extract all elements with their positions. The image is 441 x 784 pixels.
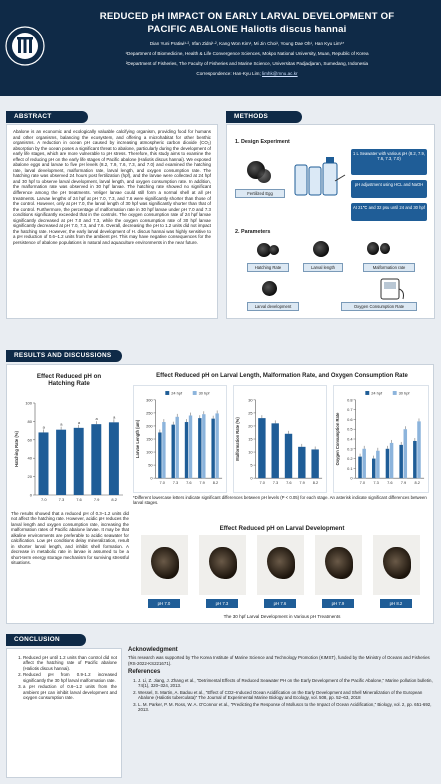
y-tick-label: 0.4: [347, 436, 353, 442]
bar: [175, 417, 178, 478]
legend-swatch: [165, 391, 169, 395]
larva-photo: [373, 535, 420, 595]
data-label: a: [60, 421, 63, 427]
param-oxygen-consumption: Oxygen Consumption Rate: [341, 302, 417, 311]
param-hatching-rate: Hatching Rate: [247, 263, 289, 272]
reference-item: 2. Wessel, S. Martin, A. Badou et al., "Effect of CO2–Induced Ocean Acidification on the Early Development and Shell Mineralization of the European Abalone (Haliotis tuberculata)" The Journal of Experimental Marine Biology and Ecology, vol. 508, pp. 52–63, 2018: [138, 690, 434, 701]
x-tick-label: 8.2: [414, 480, 420, 486]
data-label: a: [77, 419, 81, 425]
legend-label: 30 hpf: [398, 390, 410, 396]
y-tick-label: 25: [248, 410, 253, 416]
y-tick-label: 40: [27, 455, 32, 461]
y-tick-label: 5: [250, 462, 253, 468]
y-tick-label: 20: [248, 423, 253, 429]
y-tick-label: 0.3: [347, 446, 353, 452]
bar: [158, 432, 161, 478]
larva-photo: [141, 535, 188, 595]
legend-swatch: [193, 391, 197, 395]
y-tick-label: 0.2: [347, 456, 353, 462]
bar: [215, 413, 218, 478]
bar: [311, 449, 318, 478]
seawater-ph-box: 1 L Seawater with various pH (8.2, 7.9, 7.6, 7.3, 7.0): [351, 149, 427, 175]
data-label: a: [95, 416, 98, 422]
larva-shape: [383, 547, 411, 579]
egg-image: [257, 169, 271, 183]
affiliation-2: ²Department of Fisheries, The Faculty of Fisheries and Marine Science, Universitas Padjadjaran, Sumedang, Indonesia: [125, 61, 369, 66]
y-axis-label: Malformation Rate (%): [234, 417, 240, 461]
significance-note: *Different lowercase letters indicate significant differences between pH levels (P < 0.05) for each stage. An asterisk indicate significant differences between larval stages.: [133, 495, 427, 506]
x-tick-label: 7.9: [93, 497, 100, 502]
larva-photo: [315, 535, 362, 595]
effects-chart-title: Effect Reduced pH on Larval Length, Malformation Rate, and Oxygen Consumption Rate: [156, 373, 408, 379]
y-tick-label: 300: [146, 397, 153, 403]
x-tick-label: 7.6: [76, 497, 82, 502]
larva-shape: [151, 547, 179, 579]
poster-title: REDUCED pH IMPACT ON EARLY LARVAL DEVELOPMENT OF PACIFIC ABALONE Haliotis discus hannai: [99, 11, 395, 35]
bar: [399, 445, 403, 478]
data-label: a: [42, 424, 45, 430]
x-tick-label: 7.9: [299, 480, 305, 486]
x-tick-label: 7.6: [387, 480, 393, 486]
hatching-chart-title: Effect Reduced pH on Hatching Rate: [36, 373, 102, 387]
y-tick-label: 60: [27, 437, 32, 443]
y-axis-label: Larvae Length (um): [134, 419, 140, 459]
y-tick-label: 20: [27, 474, 32, 480]
larva-shape: [325, 547, 353, 579]
y-tick-label: 50: [148, 462, 153, 468]
reference-item: 1. J. Li, Z. Jiang, J. Zhang et al., "Detrimental Effects of Reduced Seawater PH on the Early Development of the Pacific Abalone," Marine pollution bulletin, 74(1), 320–324, 2013.: [138, 678, 434, 689]
larva-photo: [199, 535, 246, 595]
design-heading: 1. Design Experiment: [235, 139, 290, 145]
oxygen-consumption-chart: [333, 385, 429, 493]
x-tick-label: 7.6: [186, 480, 192, 486]
bar: [390, 443, 394, 478]
x-tick-label: 7.0: [41, 497, 47, 502]
x-tick-label: 7.9: [400, 480, 407, 486]
bar: [272, 423, 279, 478]
x-tick-label: 7.3: [272, 480, 279, 486]
bar: [372, 459, 376, 479]
bar: [189, 416, 192, 479]
larval-length-chart: [133, 385, 227, 493]
larva-shape: [267, 547, 295, 579]
y-axis-label: Oxygen Consumption Rate: [334, 412, 340, 466]
ph-label: pH 7.9: [322, 599, 354, 608]
bar: [74, 428, 84, 495]
bar: [362, 449, 366, 478]
x-tick-label: 7.3: [58, 497, 65, 502]
ack-heading: Acknowledgment: [128, 647, 178, 653]
x-tick-label: 7.3: [172, 480, 179, 486]
results-panel: [6, 364, 434, 624]
y-tick-label: 0.5: [347, 426, 353, 432]
param-malformation-rate: Malformation rate: [363, 263, 415, 272]
university-logo: [4, 6, 46, 86]
ack-text: This research was supported by The Korea Institute of Marine Science and Technology Promotion (KIMST), funded by the Ministry of Oceans and Fisheries (RS-2022-KS221671).: [128, 655, 430, 666]
bar: [39, 432, 49, 495]
data-label: a: [113, 414, 116, 420]
larva-photo: [257, 535, 304, 595]
bar: [258, 418, 265, 478]
conclusion-item: 2. Reduced pH from 0.9-1.2 increased significantly the 30 hpf larval malformation rate.: [23, 672, 117, 683]
y-tick-label: 10: [248, 449, 253, 455]
y-tick-label: 0: [150, 475, 153, 481]
development-caption: The 30 hpf Larval Development in Various pH Treatments: [223, 614, 341, 619]
bar: [185, 422, 188, 478]
oxygen-meter-icon: [377, 277, 407, 301]
y-tick-label: 200: [146, 423, 153, 429]
bar: [386, 449, 390, 478]
bar: [413, 441, 417, 478]
y-tick-label: 0: [29, 492, 32, 498]
y-tick-label: 150: [146, 436, 153, 442]
bar: [109, 422, 119, 495]
y-axis-label: Hatching Rate (%): [14, 431, 19, 467]
malformed-larva-image: [367, 242, 379, 255]
methods-panel: [226, 124, 435, 319]
bar: [417, 421, 421, 478]
bar: [298, 447, 305, 478]
x-tick-label: 7.0: [359, 480, 366, 486]
bar: [198, 418, 201, 478]
y-tick-label: 0.1: [347, 465, 353, 471]
ph-label: pH 7.3: [206, 599, 238, 608]
results-discussion-text: The results showed that a reduced pH of 0.3–1.2 units did not affect the hatching rate. However, acidic pH reduces the larval length and oxygen consumption rate, increasing the malformation rates of Pacific abalone larvae. It may be that alkaline environments are preferable to acidic seawater for calcification. Low pH conditions delay mineralization, result in shorter larval length, and inhibit shell formation. A decrease in metabolic rate in larvae is assumed to be a short-term energy storage mechanism for surviving stressful situations.: [11, 511, 129, 566]
correspondence: Correspondence: Han-Kyu Lim; limhk@mnu.ac.kr: [196, 71, 298, 76]
larva-shape: [209, 547, 237, 579]
ph-label: pH 8.2: [380, 599, 412, 608]
malformed-larva-image: [380, 243, 390, 254]
development-title: Effect Reduced pH on Larval Development: [219, 525, 345, 532]
conclusion-item: 1. Reduced pH until 1.2 units than control did not affect the hatching rate of Pacific abalone (Haliotis discus hannai).: [23, 655, 117, 671]
y-tick-label: 15: [248, 436, 253, 442]
methods-heading: METHODS: [226, 111, 302, 123]
y-tick-label: 100: [146, 449, 153, 455]
legend-label: 30 hpf: [198, 390, 210, 396]
legend-swatch: [365, 391, 369, 395]
y-tick-label: 30: [248, 397, 253, 403]
temperature-box: At 21℃ and 32 psu until 24 and 30 hpf: [351, 203, 427, 221]
y-tick-label: 0.6: [347, 416, 353, 422]
bar: [202, 414, 205, 478]
ph-label: pH 7.6: [264, 599, 296, 608]
x-tick-label: 7.3: [373, 480, 379, 486]
y-tick-label: 0.8: [347, 397, 353, 403]
ph-label: pH 7.0: [148, 599, 180, 608]
y-tick-label: 250: [146, 410, 153, 416]
y-tick-label: 0: [250, 475, 253, 481]
ph-adjustment-box: pH adjustment using HCL and NaOH: [351, 180, 427, 198]
malformation-rate-chart: [233, 385, 327, 493]
references-heading: References: [128, 669, 161, 676]
conclusion-panel: [6, 648, 122, 778]
affiliation-1: ¹Department of Biomedicine, Health & Life Convergence Sciences, Mokpo National University, Muan, Republic of Korea: [125, 51, 369, 56]
email-link[interactable]: limhk@mnu.ac.kr: [262, 71, 298, 76]
bar: [172, 425, 175, 479]
legend-label: 24 hpf: [171, 390, 183, 396]
y-tick-label: 100: [25, 400, 32, 406]
y-tick-label: 0: [350, 475, 353, 481]
bar: [404, 429, 408, 478]
bar: [376, 451, 380, 478]
larva-image: [313, 241, 329, 257]
bar: [162, 422, 165, 478]
fertilized-egg-label: Fertilized Egg: [235, 189, 285, 198]
bar: [358, 457, 362, 479]
bar: [91, 424, 101, 495]
results-heading: RESULTS AND DISCUSSIONS: [6, 350, 122, 362]
development-image: [262, 281, 277, 296]
bar: [211, 419, 214, 479]
param-larval-length: Larval length: [303, 263, 343, 272]
reference-item: 3. L. M. Parker, P. M. Ross, W. A. O'Connor et al., "Predicting the Response of Molluscs to the Impact of Ocean Acidification," Biology, vol. 2, pp. 651-692, 2013.: [138, 702, 434, 713]
acknowledgment-section: [128, 646, 434, 778]
bar: [56, 430, 66, 495]
x-tick-label: 8.2: [312, 480, 319, 486]
y-tick-label: 0.7: [347, 407, 353, 413]
abstract-text: Abalone is an economic and ecologically valuable calcifying organism, providing food for humans and other organisms, balancing the ecosystem, and offering a microhabitat for other benthic organisms. A reduction in ocean pH caused by increasing atmospheric carbon dioxide (CO₂) absorption by the ocean poses a significant threat to abalone, particularly during the development of early life stages, which are more vulnerable to pH stress. Therefore, this study aims to examine the effect of reducing pH on the early life stages of Pacific abalone (Haliotis discus hannai). We exposed abalone eggs and larvae to five pH levels (8.2, 7.9, 7.6, 7.3, and 7.0) and examined the hatching rate, larval development, malformation rate, larval length, and oxygen consumption rate. The hatching rate was observed 24 hours post fertilization (hpf), and the larvae were collected at 24 hpf and 30 hpf to observe larval development, larval length, and oxygen consumption rate. In addition, the malformation rate was observed in 30 hpf larvae. The hatching rate showed no significant difference among the pH treatments. Veliger larvae could still form a normal shell at all pH treatments. Larvae lengths of 24 hpf at pH 7.0, 7.3, and 7.6 were significantly shorter than those of the control. However, only at pH 7.0, the larval length of 30 hpf was significantly shorter than that of the control. Furthermore, the percentage of malformation rate in 30 hpf larvae under pH 7.0 and 7.3 conditions significantly exceeded that in the controls. The oxygen consumption rate of 24 hpf larvae significantly decreased at pH 7.0 and 7.3, while the oxygen consumption rate of 30 hpf larvae significantly decreased at pH 7.0, 7.3, and 7.6. Overall, decreasing the pH to 1.2 units did not impact the hatching rate. However, the early larval development of H. discus hannai was highly sensitive to a pH reduction of 0.6–1.2 units from the ambient pH. This may have negative consequences for the persistence of abalone populations in natural and aquaculture environments in the near future.: [6, 124, 218, 319]
hatching-rate-chart: [13, 389, 127, 509]
x-tick-label: 8.2: [111, 497, 117, 502]
x-tick-label: 8.2: [212, 480, 219, 486]
parameters-heading: 2. Parameters: [235, 229, 271, 235]
seawater-bottles-icon: [291, 155, 346, 205]
bar: [285, 434, 292, 478]
legend-label: 24 hpf: [371, 390, 383, 396]
y-tick-label: 80: [27, 418, 32, 424]
hatching-image: [269, 245, 279, 255]
poster-header: [0, 0, 441, 96]
x-tick-label: 7.0: [259, 480, 265, 486]
x-tick-label: 7.6: [286, 480, 292, 486]
legend-swatch: [393, 391, 397, 395]
x-tick-label: 7.9: [199, 480, 205, 486]
authors: Dian Yuni Pratiwi¹·², Irfan Zidni¹·², Kang Won Kim¹, Mi Jin Choi¹, Young Dae Oh¹, Han Kyu Lim¹*: [149, 41, 345, 46]
x-tick-label: 7.0: [159, 480, 165, 486]
conclusion-heading: CONCLUSION: [6, 634, 86, 646]
abstract-heading: ABSTRACT: [6, 111, 88, 123]
param-larval-development: Larval development: [247, 302, 299, 311]
conclusion-item: 3. a pH reduction of 0.6–1.2 units from the ambient pH can inhibit larval development and oxygen consumption rate.: [23, 684, 117, 700]
